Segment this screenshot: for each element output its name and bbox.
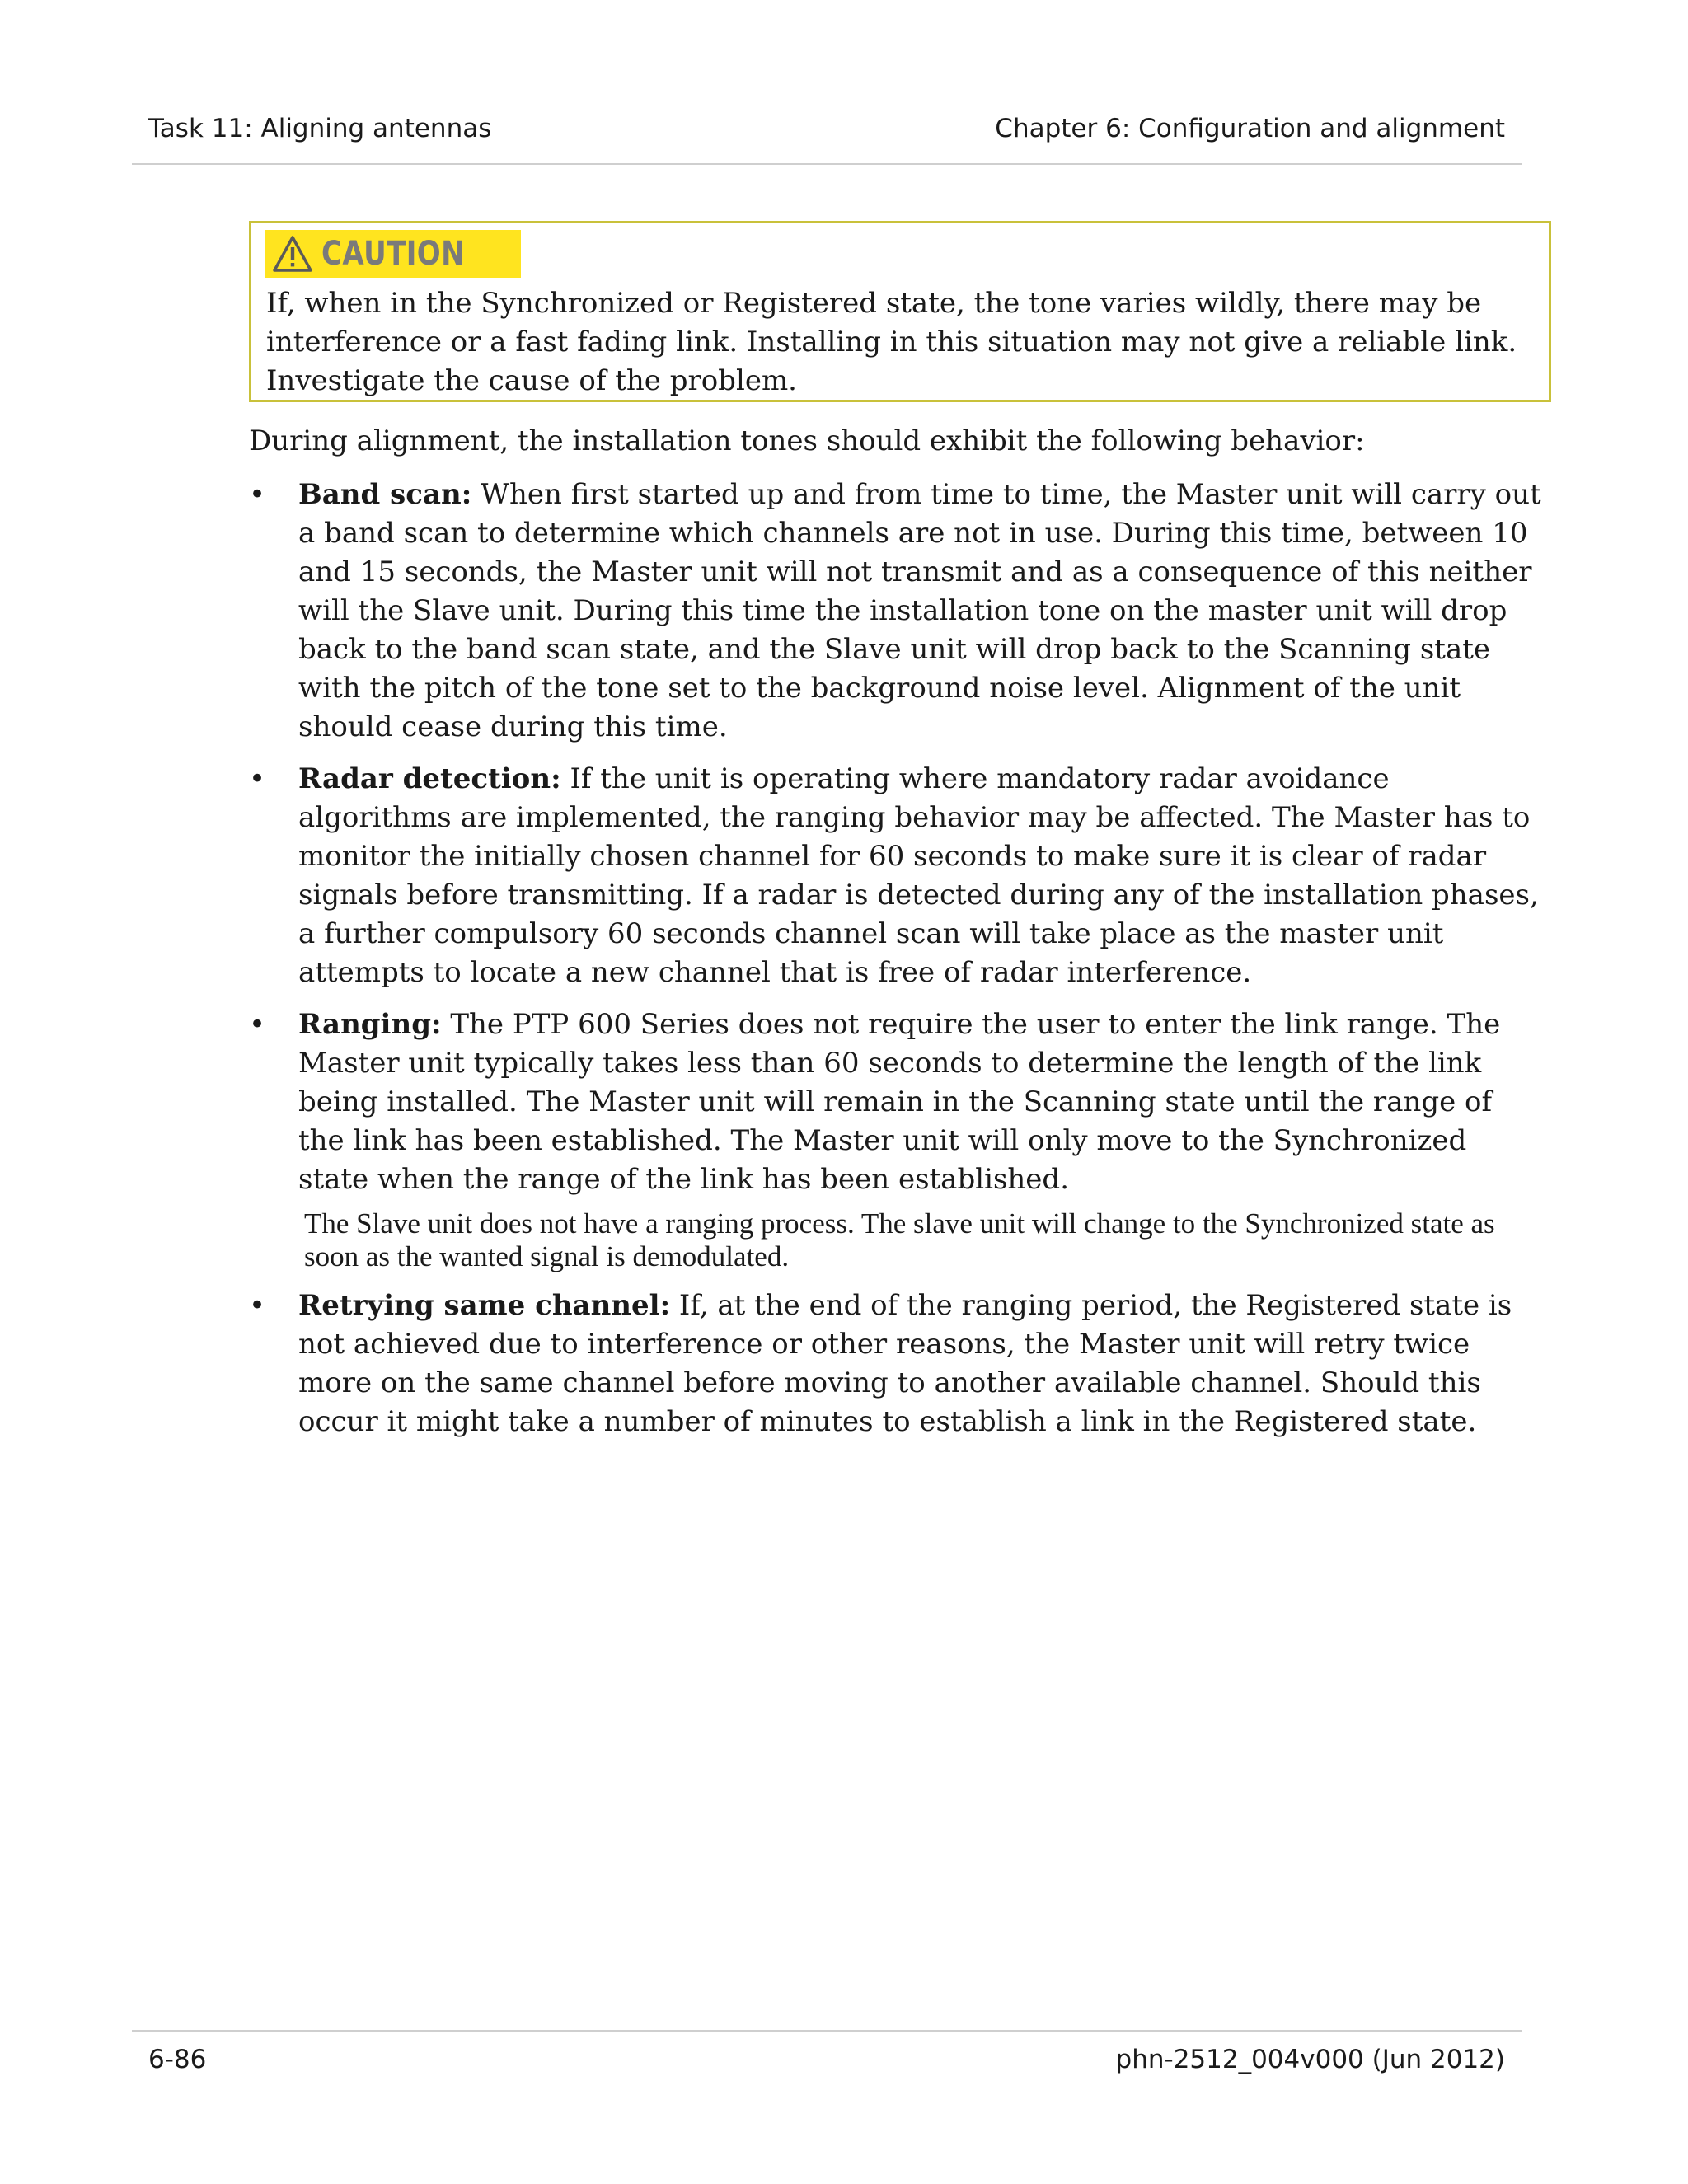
caution-label (265, 230, 521, 278)
caution-box (249, 221, 1551, 402)
running-header (132, 0, 1522, 165)
bullet-text: If the unit is operating where mandatory radar avoidance algorithms are implemented, the ranging behavior may be affected. The Master has to monitor the initially chosen channel for 60 seconds to make sure it is clear of radar signals before transmitting. If a radar is detected during any of the installation phases, a further compulsory 60 seconds channel scan will take place as the master unit attempts to locate a new channel that is free of radar interference. (298, 762, 1539, 989)
bullet-marker: • (249, 1289, 266, 1322)
caution-label-text: CAUTION (321, 235, 466, 273)
bullet-text: If, at the end of the ranging period, the Registered state is not achieved due to interference or other reasons, the Master unit will retry twice more on the same channel before moving to another available channel. Should this occur it might take a number of minutes to establish a link in the Registered state. (298, 1289, 1512, 1438)
ranging-note: The Slave unit does not have a ranging process. The slave unit will change to the Synchronized state as soon as the wanted signal is demodulated. (304, 1207, 1495, 1272)
bullet-lead: Band scan: (298, 478, 472, 511)
caution-text: If, when in the Synchronized or Registered state, the tone varies wildly, there may be interference or a fast fading link. Installing in this situation may not give a reliable link. Investigate the cause of the problem. (266, 287, 1517, 397)
bullet-lead: Retrying same channel: (298, 1289, 671, 1322)
behavior-list (249, 476, 1543, 1441)
warning-triangle-icon (272, 235, 313, 273)
document-id: phn-2512_004v000 (Jun 2012) (1115, 2045, 1505, 2074)
running-footer (132, 2030, 1522, 2097)
list-item-band-scan (249, 476, 1543, 747)
bullet-marker: • (249, 1008, 266, 1041)
intro-paragraph: During alignment, the installation tones should exhibit the following behavior: (249, 424, 1365, 457)
list-item-ranging (249, 1005, 1543, 1273)
list-item-radar-detection (249, 760, 1543, 992)
header-section-title: Task 11: Aligning antennas (148, 114, 492, 143)
page-number: 6-86 (148, 2045, 207, 2074)
bullet-lead: Ranging: (298, 1008, 442, 1041)
list-item-retrying-same-channel (249, 1286, 1543, 1441)
bullet-marker: • (249, 478, 266, 511)
header-chapter-title: Chapter 6: Configuration and alignment (995, 114, 1505, 143)
bullet-marker: • (249, 762, 266, 795)
bullet-lead: Radar detection: (298, 762, 561, 795)
bullet-text: When first started up and from time to time, the Master unit will carry out a band scan to determine which channels are not in use. During this time, between 10 and 15 seconds, the Master unit will not transmit and as a consequence of this neither will the Slave unit. During this time the installation tone on the master unit will drop back to the band scan state, and the Slave unit will drop back to the Scanning state with the pitch of the tone set to the background noise level. Alignment of the unit should cease during this time. (298, 478, 1541, 743)
bullet-text: The PTP 600 Series does not require the user to enter the link range. The Master unit typically takes less than 60 seconds to determine the length of the link being installed. The Master unit will remain in the Scanning state until the range of the link has been established. The Master unit will only move to the Synchronized state when the range of the link has been established. (298, 1008, 1501, 1196)
